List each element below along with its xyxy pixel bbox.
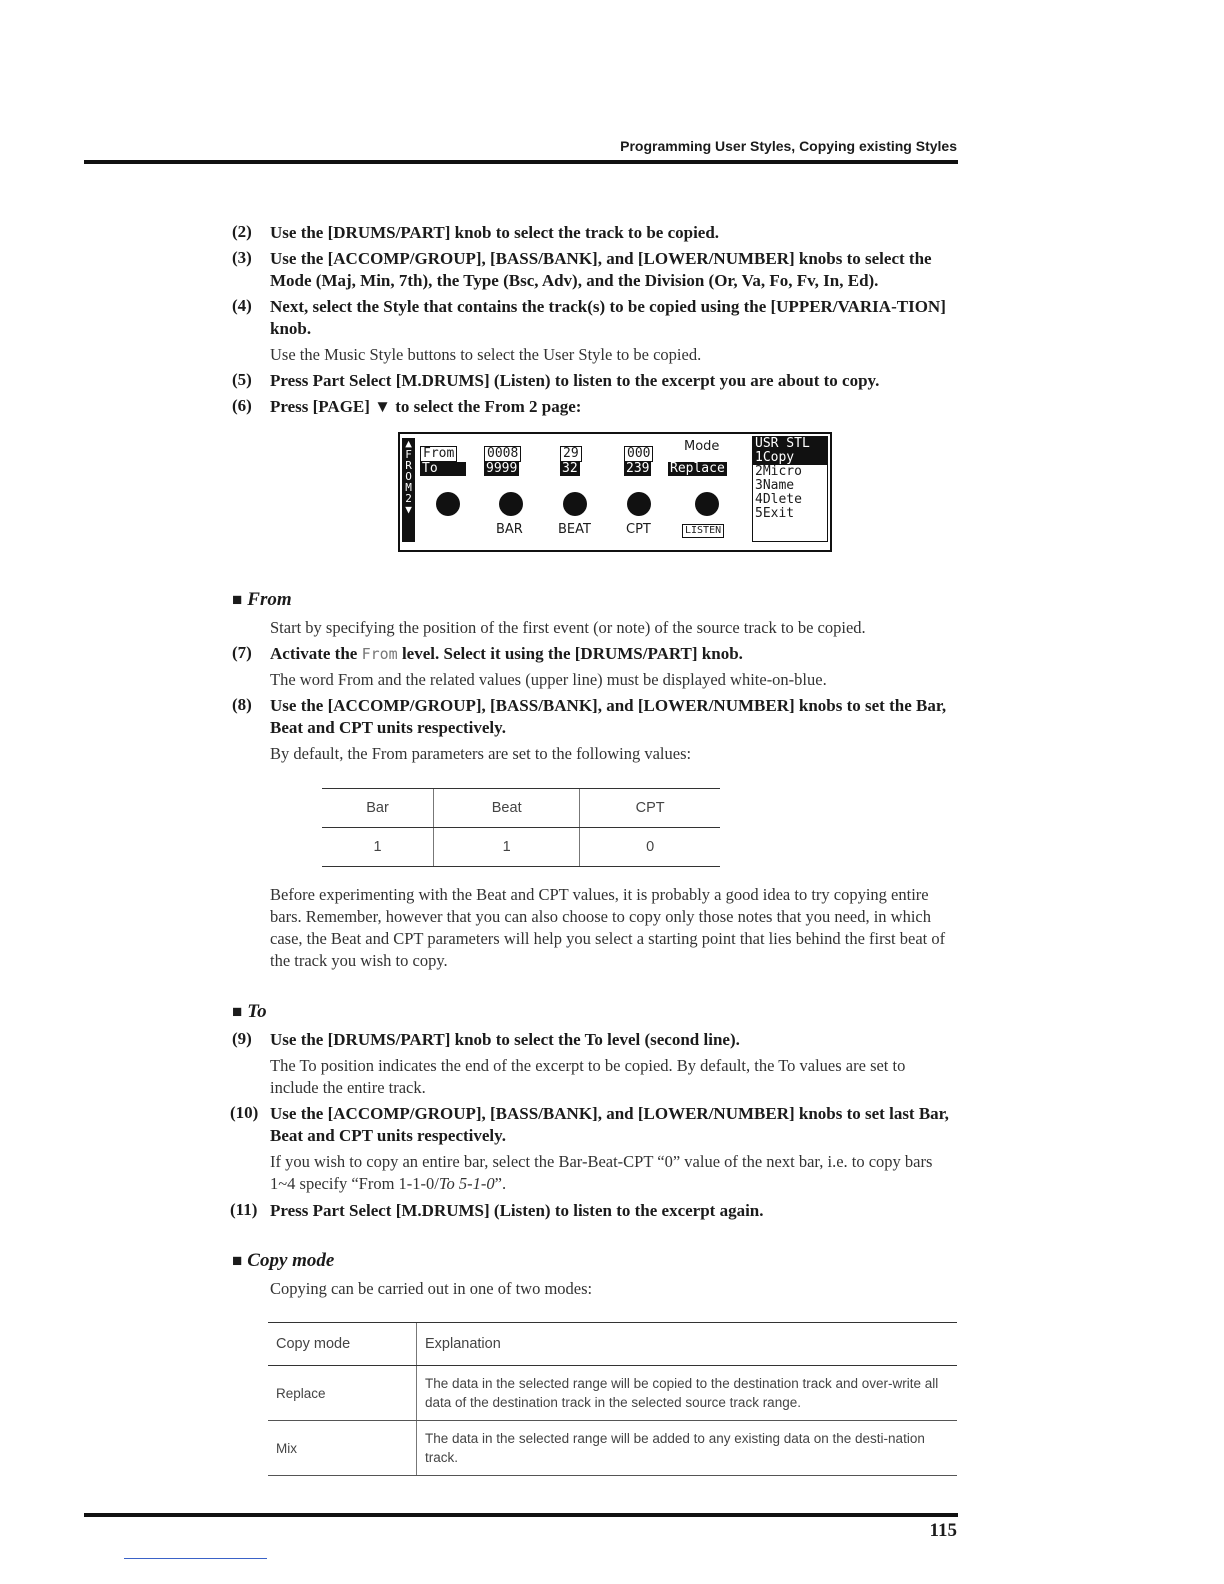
table-header-row <box>268 1323 957 1366</box>
paragraph: Start by specifying the position of the first event (or note) of the source track to be copied. <box>270 618 866 637</box>
lcd-mode-value: Replace <box>670 461 725 476</box>
lcd-side-letter: R <box>405 459 412 472</box>
up-arrow-icon: ▲ <box>405 437 412 450</box>
step-text: Use the [DRUMS/PART] knob to select the To level (second line). <box>270 1030 740 1049</box>
lcd-bar-to: 9999 <box>486 461 518 476</box>
lcd-menu-item: 5Exit <box>755 506 795 521</box>
paragraph: Before experimenting with the Beat and CPT values, it is probably a good idea to try copying entire bars. Remember, however that you can also choose to copy only those notes that you need, in which case, the Beat and CPT parameters will help you select a starting point that lies behind the first beat of the track you wish to copy. <box>270 885 946 970</box>
lcd-side-letter: F <box>405 448 412 461</box>
lcd-knob-label: BEAT <box>558 522 591 537</box>
from-defaults-table <box>322 788 720 867</box>
step-number: (6) <box>232 396 252 415</box>
step-text: Use the [ACCOMP/GROUP], [BASS/BANK], and [LOWER/NUMBER] knobs to set last Bar, Beat and CPT units respectively. <box>270 1104 949 1145</box>
section-title: To <box>247 1001 267 1022</box>
table-header: Beat <box>434 789 580 828</box>
lcd-beat-from: 29 <box>560 446 582 462</box>
lcd-knob-label: BAR <box>496 522 523 537</box>
section-heading-to <box>232 1001 267 1023</box>
table-cell: 1 <box>434 828 580 867</box>
table-cell: The data in the selected range will be added to any existing data on the desti-nation track. <box>417 1421 958 1476</box>
table-cell: 1 <box>322 828 434 867</box>
lcd-side-letter: 2 <box>405 492 412 505</box>
step-text: Use the [ACCOMP/GROUP], [BASS/BANK], and [LOWER/NUMBER] knobs to select the Mode (Maj, Min, 7th), the Type (Bsc, Adv), and the Division (Or, Va, Fo, Fv, In, Ed). <box>270 249 932 290</box>
lcd-menu-item: 1Copy <box>753 451 827 465</box>
footer-link-line <box>124 1558 267 1559</box>
step-number: (3) <box>232 248 252 267</box>
table-cell: Mix <box>268 1421 417 1476</box>
paragraph: The To position indicates the end of the excerpt to be copied. By default, the To values are set to include the entire track. <box>270 1056 906 1097</box>
paragraph-part: ”. <box>494 1174 507 1193</box>
down-arrow-icon: ▼ <box>405 503 412 516</box>
section-title: Copy mode <box>247 1250 335 1271</box>
step-number: (5) <box>232 370 252 389</box>
table-header: Bar <box>322 789 434 828</box>
knob-icon <box>627 492 651 516</box>
lcd-menu-item: 4Dlete <box>755 492 802 507</box>
step-text-part: Activate the <box>270 644 362 663</box>
lcd-side-letter: O <box>405 470 412 483</box>
lcd-cpt-to: 239 <box>626 461 650 476</box>
paragraph-italic: To 5-1-0 <box>438 1174 495 1193</box>
step-text: Use the [DRUMS/PART] knob to select the track to be copied. <box>270 223 720 242</box>
step-number: (4) <box>232 296 252 315</box>
step-text: Press Part Select [M.DRUMS] (Listen) to listen to the excerpt again. <box>270 1201 764 1220</box>
lcd-listen-label: LISTEN <box>682 524 724 538</box>
step-text-part: level. Select it using the [DRUMS/PART] knob. <box>397 644 743 663</box>
table-cell: Replace <box>268 1366 417 1421</box>
lcd-side-letter: M <box>405 481 412 494</box>
header-rule <box>84 160 958 164</box>
paragraph-part: If you wish to copy an entire bar, select the Bar-Beat-CPT “0” value of the next bar, i.e. to copy bars 1~4 specify “From 1-1-0/ <box>270 1152 933 1193</box>
knob-icon <box>563 492 587 516</box>
knob-icon <box>436 492 460 516</box>
table-header: CPT <box>580 789 720 828</box>
lcd-beat-to: 32 <box>562 461 578 476</box>
running-header: Programming User Styles, Copying existing Styles <box>620 138 957 154</box>
step-text <box>270 643 958 665</box>
paragraph: By default, the From parameters are set to the following values: <box>270 744 692 763</box>
bullet-icon: ■ <box>232 590 243 609</box>
lcd-menu-title: USR STL <box>753 437 827 451</box>
lcd-bar-from: 0008 <box>484 446 521 462</box>
knob-icon <box>499 492 523 516</box>
step-number: (8) <box>232 695 252 714</box>
section-heading-copy-mode <box>232 1250 334 1272</box>
bullet-icon: ■ <box>232 1251 243 1270</box>
table-cell: 0 <box>580 828 720 867</box>
paragraph: Use the Music Style buttons to select the User Style to be copied. <box>270 345 702 364</box>
knob-icon <box>695 492 719 516</box>
lcd-screen <box>398 432 832 552</box>
footer-rule <box>84 1513 958 1517</box>
table-header-row <box>322 789 720 828</box>
step-text: Next, select the Style that contains the track(s) to be copied using the [UPPER/VARIA-TION] knob. <box>270 297 946 338</box>
table-row <box>322 828 720 867</box>
page-number: 115 <box>929 1520 957 1541</box>
table-cell: The data in the selected range will be copied to the destination track and over-write all data of the destination track in the selected source track range. <box>417 1366 958 1421</box>
lcd-from-label: From <box>420 446 457 462</box>
step-number: (10) <box>230 1103 259 1122</box>
lcd-word: From <box>361 645 398 663</box>
table-header: Copy mode <box>268 1323 417 1366</box>
copy-mode-table <box>268 1322 957 1476</box>
section-heading-from <box>232 589 292 611</box>
lcd-menu-item: 2Micro <box>755 464 802 479</box>
table-row <box>268 1421 957 1476</box>
paragraph: Copying can be carried out in one of two modes: <box>270 1279 593 1298</box>
step-number: (9) <box>232 1029 252 1048</box>
paragraph: The word From and the related values (upper line) must be displayed white-on-blue. <box>270 670 827 689</box>
step-number: (11) <box>230 1200 258 1219</box>
lcd-cpt-from: 000 <box>624 446 653 462</box>
step-text: Press Part Select [M.DRUMS] (Listen) to listen to the excerpt you are about to copy. <box>270 371 880 390</box>
lcd-knob-label: CPT <box>626 522 651 537</box>
section-title: From <box>247 589 292 610</box>
lcd-mode-label: Mode <box>684 439 720 454</box>
table-row <box>268 1366 957 1421</box>
step-text: Use the [ACCOMP/GROUP], [BASS/BANK], and [LOWER/NUMBER] knobs to set the Bar, Beat and CPT units respectively. <box>270 696 947 737</box>
lcd-menu-item: 3Name <box>755 478 795 493</box>
step-text: Press [PAGE] ▼ to select the From 2 page: <box>270 397 582 416</box>
lcd-menu <box>752 436 828 542</box>
lcd-page-indicator <box>402 438 415 542</box>
bullet-icon: ■ <box>232 1002 243 1021</box>
step-number: (7) <box>232 643 252 662</box>
table-header: Explanation <box>417 1323 958 1366</box>
step-number: (2) <box>232 222 252 241</box>
lcd-to-label: To <box>420 462 466 476</box>
paragraph <box>270 1151 958 1195</box>
